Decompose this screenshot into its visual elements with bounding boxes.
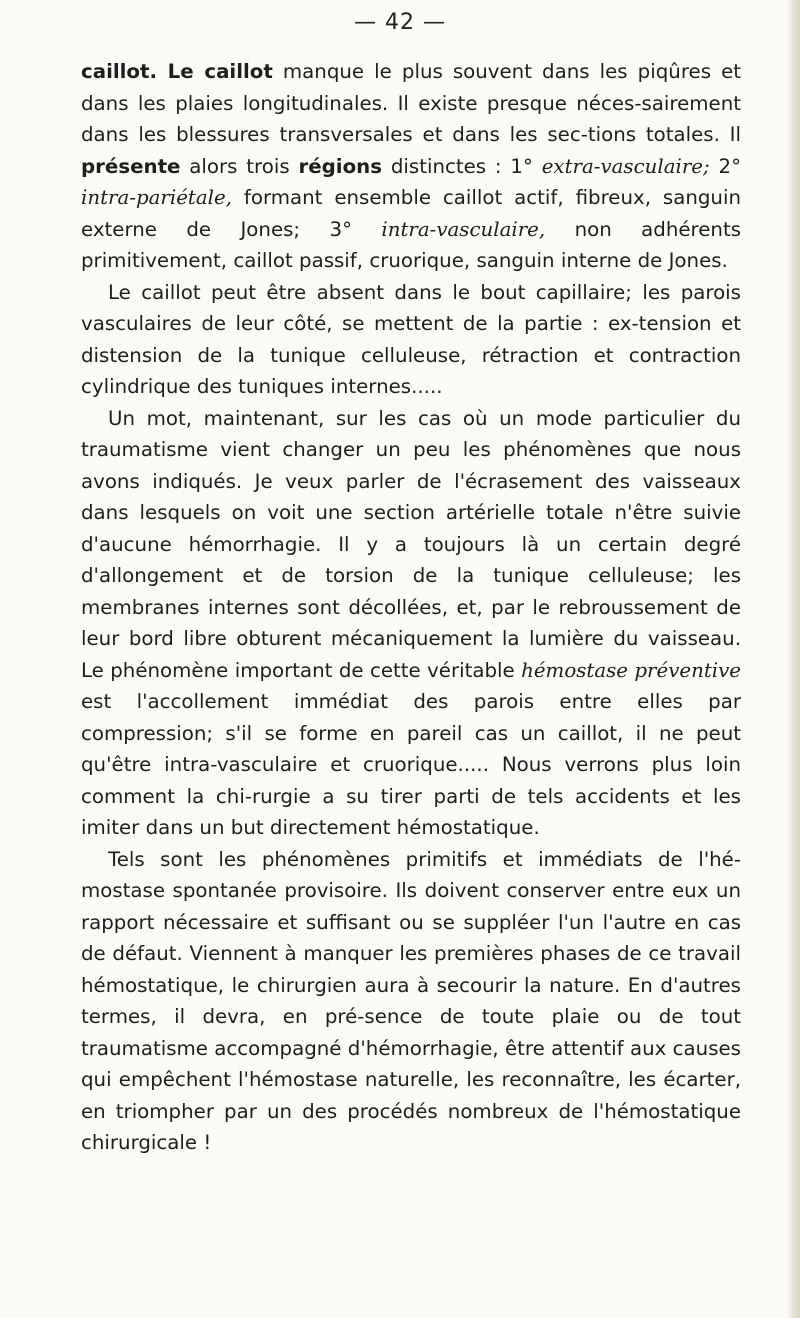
paragraph-2: Le caillot peut être absent dans le bout capillaire; les parois vasculaires de leur côté, se mettent de la partie : ex-tension et distension de la tunique celluleuse, rétraction et contraction cylindrique des tuniques internes..... [81,280,741,398]
text-run: Un mot, maintenant, sur les cas où un mode particulier du traumatisme vient changer un peu les phénomènes que nous avons indiqués. Je veux parler de l'écrasement des vaisseaux dans lesquels on voit une section artérielle totale n'être suivie d'aucune hémorrhagie. Il y a toujours là un certain degré d'allongement et de torsion de la tunique celluleuse; les membranes internes sont décollées, et, par le rebroussement de leur bord libre obturent mécaniquement la lumière du vaisseau. Le phénomène important de cette véritable [81,406,741,682]
italic-text: intra-pariétale, [81,186,232,209]
lead-bold-text: caillot. Le caillot [81,60,273,83]
paragraph-3 [81,403,741,844]
page-number: — 42 — [354,10,446,35]
page-edge [788,0,800,1318]
text-run: non adhérents primitivement, caillot passif, cruorique, sanguin interne de Jones. [81,217,742,272]
text-run: manque le plus souvent dans les piqûres et dans les plaies longitudinales. Il existe presque néces-sairement dans les blessures transversales et dans les sec-tions totales. Il [81,60,741,146]
body-text [81,56,741,1159]
paragraph-4: Tels sont les phénomènes primitifs et immédiats de l'hé-mostase spontanée provisoire. Ils doivent conserver entre eux un rapport nécessaire et suffisant ou se suppléer l'un l'autre en cas de défaut. Viennent à manquer les premières phases de ce travail hémostatique, le chirurgien aura à secourir la nature. En d'autres termes, il devra, en pré-sence de toute plaie ou de tout traumatisme accompagné d'hémorrhagie, être attentif aux causes qui empêchent l'hémostase naturelle, les reconnaître, les écarter, en triompher par un des procédés nombreux de l'hémostatique chirurgicale ! [81,847,741,1154]
text-run: est l'accollement immédiat des parois entre elles par compression; s'il se forme en pareil cas un caillot, il ne peut qu'être intra-vasculaire et cruorique..... Nous verrons plus loin comment la chi-rurgie a su tirer parti de tels accidents et les imiter dans un but directement hémostatique. [81,690,741,839]
text-run: 2° [718,154,741,178]
italic-text: intra-vasculaire, [381,217,546,241]
paragraph-1 [81,56,741,277]
italic-text: extra-vasculaire; [541,154,719,178]
bold-text: régions [298,154,383,178]
text-run: alors trois [180,154,299,178]
bold-text: présente [81,154,181,178]
text-run: distinctes : 1° [382,154,542,178]
text-run: formant ensemble caillot actif, fibreux, sanguin externe de Jones; 3° [81,186,741,241]
italic-text: hémostase préventive [521,658,741,682]
